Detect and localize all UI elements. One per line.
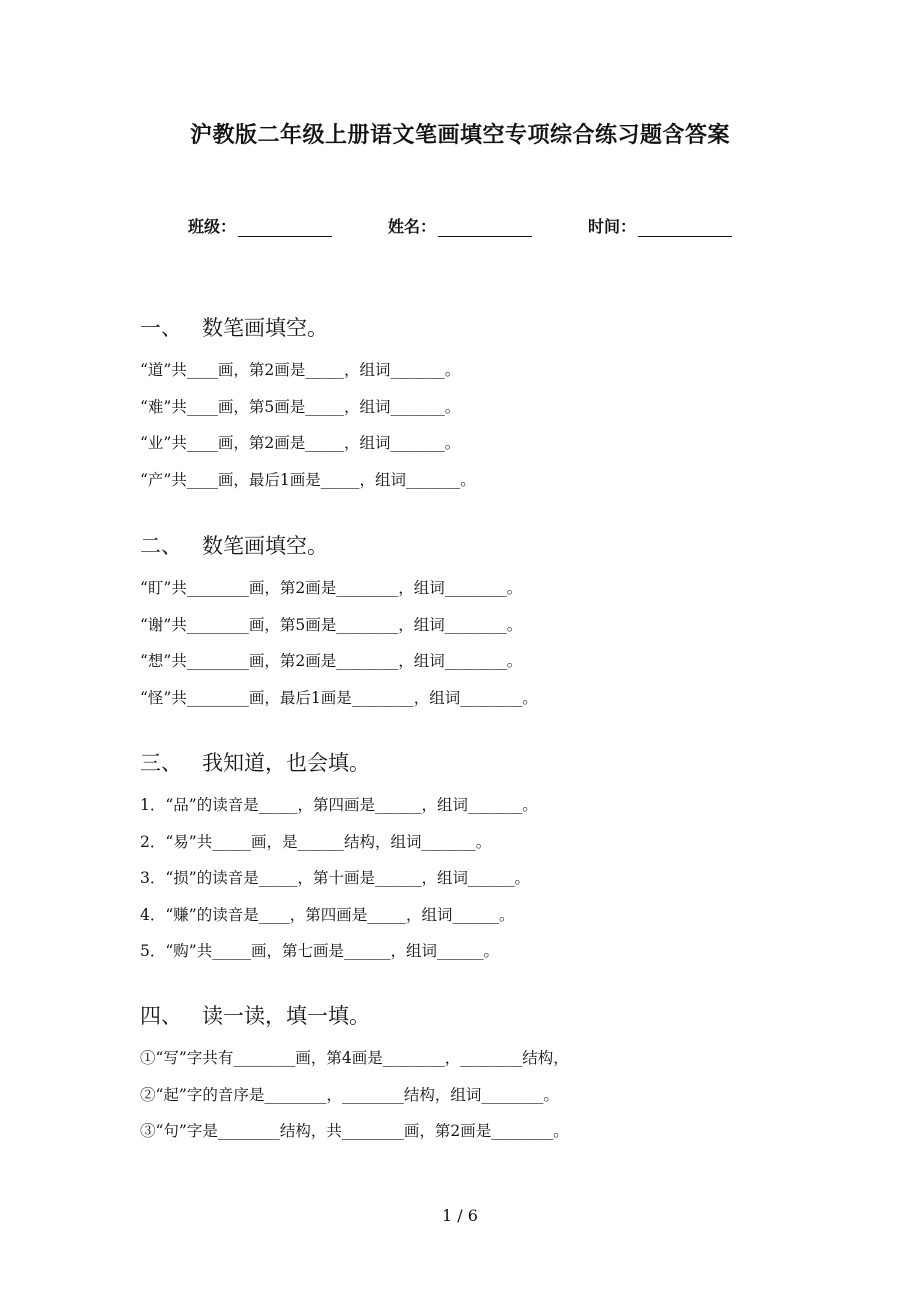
exercise-line: 3．“损”的读音是_____，第十画是______，组词______。: [140, 869, 530, 887]
section-heading: [140, 530, 538, 560]
exercise-line: ②“起”字的音序是________，________结构，组词________。: [140, 1085, 559, 1104]
exercise-line: ①“写”字共有________画，第4画是________，________结构，: [140, 1049, 569, 1067]
time-label: 时间：: [588, 217, 637, 236]
document-title: 沪教版二年级上册语文笔画填空专项综合练习题含答案: [189, 122, 730, 148]
section-3: [140, 747, 538, 970]
section-title: 我知道，也会填。: [202, 751, 370, 775]
section-1: [140, 312, 476, 498]
exercise-line: “产”共____画，最后1画是_____，组词_______。: [140, 470, 476, 489]
page-number: 1 / 6: [442, 1206, 478, 1225]
name-blank[interactable]: [438, 218, 532, 237]
exercise-line: “怪”共________画，最后1画是________，组词________。: [140, 688, 538, 707]
exercise-line: “业”共____画，第2画是_____，组词_______。: [140, 434, 461, 452]
name-label: 姓名：: [387, 217, 436, 236]
class-blank[interactable]: [238, 218, 332, 237]
name-field: [388, 214, 532, 237]
exercise-line: 1．“品”的读音是_____，第四画是______，组词_______。: [140, 796, 538, 814]
time-blank[interactable]: [638, 218, 732, 237]
section-number: 四、: [140, 1004, 182, 1028]
exercise-line: ③“句”字是________结构，共________画，第2画是________。: [140, 1122, 569, 1140]
section-number: 二、: [140, 534, 182, 558]
class-field: [188, 214, 332, 237]
section-heading: [140, 312, 476, 342]
exercise-line: 2．“易”共_____画，是______结构，组词_______。: [140, 832, 492, 851]
exercise-line: “想”共________画，第2画是________，组词________。: [140, 652, 523, 670]
student-info-row: [0, 214, 920, 237]
section-title: 读一读，填一填。: [202, 1004, 370, 1028]
section-heading: [140, 747, 538, 777]
section-number: 三、: [140, 751, 182, 775]
section-4: [140, 1000, 569, 1150]
time-field: [588, 214, 732, 237]
exercise-line: 4．“赚”的读音是____，第四画是_____，组词______。: [140, 905, 515, 924]
exercise-line: 5．“购”共_____画，第七画是______，组词______。: [140, 942, 499, 960]
exercise-line: “难”共____画，第5画是_____，组词_______。: [140, 397, 461, 416]
exercise-line: “道”共____画，第2画是_____，组词_______。: [140, 361, 461, 379]
exercise-line: “谢”共________画，第5画是________，组词________。: [140, 615, 523, 634]
class-label: 班级：: [187, 217, 236, 236]
section-title: 数笔画填空。: [202, 534, 328, 558]
section-heading: [140, 1000, 569, 1030]
section-number: 一、: [140, 316, 182, 340]
section-title: 数笔画填空。: [202, 316, 328, 340]
exercise-line: “盯”共________画，第2画是________，组词________。: [140, 579, 523, 597]
section-2: [140, 530, 538, 716]
